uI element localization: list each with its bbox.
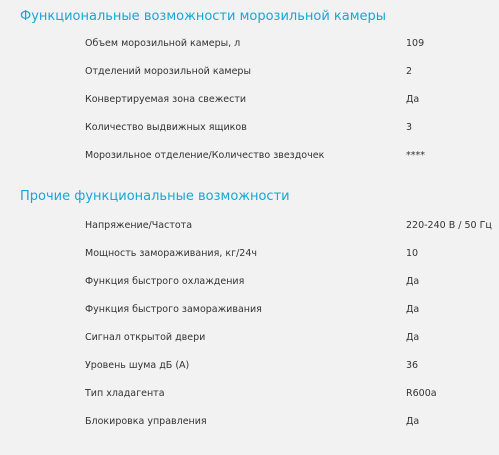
spec-value: 10 (406, 248, 419, 259)
spec-row (0, 36, 499, 52)
spec-row (0, 386, 499, 402)
spec-value: 2 (406, 66, 413, 77)
spec-value: Да (406, 94, 420, 105)
spec-row (0, 302, 499, 318)
spec-label: Тип хладагента (85, 388, 165, 399)
spec-row (0, 120, 499, 136)
spec-row (0, 92, 499, 108)
spec-value: Да (406, 304, 420, 315)
spec-value: **** (406, 150, 425, 161)
spec-label: Блокировка управления (85, 416, 207, 427)
spec-value: 36 (406, 360, 419, 371)
spec-row (0, 218, 499, 234)
spec-value: Да (406, 416, 420, 427)
spec-label: Отделений морозильной камеры (85, 66, 251, 77)
spec-label: Мощность замораживания, кг/24ч (85, 248, 257, 259)
spec-label: Функция быстрого охлаждения (85, 276, 245, 287)
spec-value: 109 (406, 38, 425, 49)
spec-row (0, 246, 499, 262)
spec-label: Уровень шума дБ (А) (85, 360, 190, 371)
spec-value: Да (406, 276, 420, 287)
spec-label: Напряжение/Частота (85, 220, 193, 231)
spec-label: Объем морозильной камеры, л (85, 38, 241, 49)
spec-label: Конвертируемая зона свежести (85, 94, 247, 105)
spec-label: Сигнал открытой двери (85, 332, 206, 343)
spec-label: Функция быстрого замораживания (85, 304, 262, 315)
spec-row (0, 148, 499, 164)
spec-value: 220-240 В / 50 Гц (406, 220, 492, 231)
section-title-freezer: Функциональные возможности морозильной камеры (20, 9, 387, 24)
spec-label: Количество выдвижных ящиков (85, 122, 247, 133)
spec-row (0, 358, 499, 374)
spec-label: Морозильное отделение/Количество звездочек (85, 150, 325, 161)
spec-row (0, 414, 499, 430)
spec-row (0, 64, 499, 80)
spec-row (0, 330, 499, 346)
spec-row (0, 274, 499, 290)
spec-value: R600a (406, 388, 437, 399)
spec-value: 3 (406, 122, 413, 133)
spec-value: Да (406, 332, 420, 343)
section-title-other: Прочие функциональные возможности (20, 189, 290, 204)
